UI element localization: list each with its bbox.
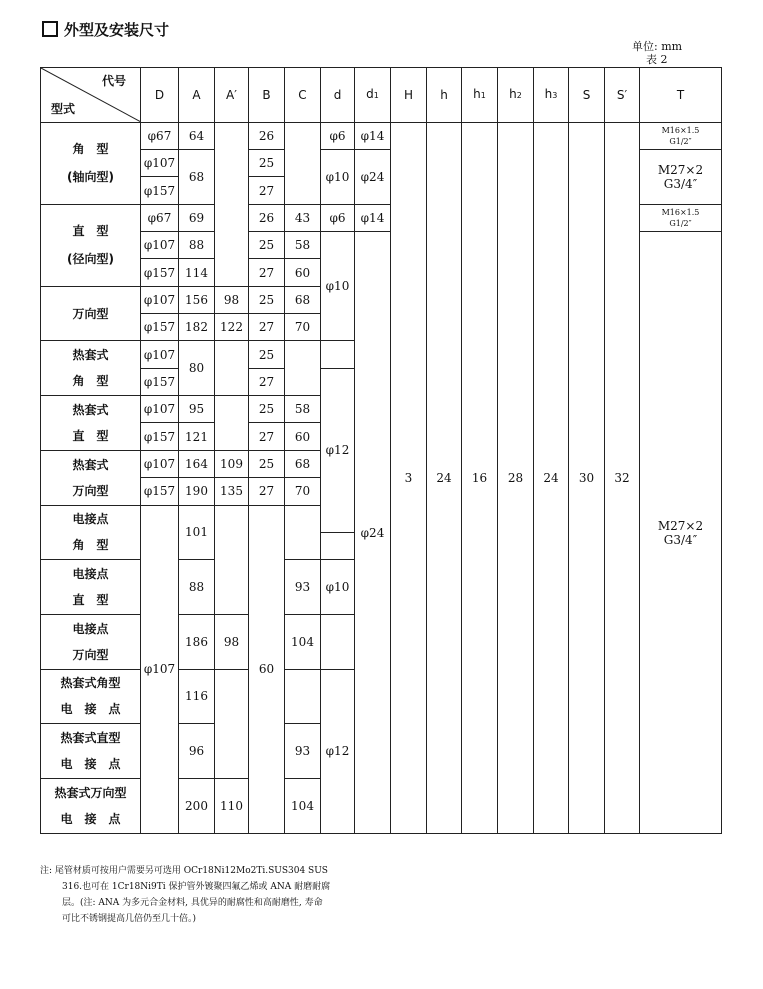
col-header-h3-main: h [544, 86, 553, 101]
type-line: 电 接 点 [60, 757, 121, 772]
col-header-h2-main: h [509, 86, 517, 101]
col-header-h2-sub: 2 [516, 90, 522, 100]
cell-C: 58 [285, 232, 321, 259]
type-cell: 万向型 [41, 286, 141, 341]
cell-A: 88 [179, 560, 215, 615]
cell-D: φ107 [141, 450, 179, 477]
type-cell [41, 341, 141, 396]
type-cell [41, 724, 141, 779]
footnote-line: 可比不锈钢提高几倍仍至几十倍。) [62, 914, 197, 924]
type-cell [41, 778, 141, 833]
cell-D: φ107 [141, 232, 179, 259]
type-line: 万向型 [72, 483, 109, 498]
type-cell [41, 122, 141, 204]
cell-A: 68 [179, 150, 215, 205]
col-header-H: H [391, 68, 427, 123]
cell-A: 101 [179, 505, 215, 560]
cell-A: 116 [179, 669, 215, 724]
cell-A-prime: 135 [215, 478, 249, 505]
cell-d: φ6 [321, 204, 355, 231]
col-header-S-prime: S′ [605, 68, 640, 123]
cell-A: 88 [179, 232, 215, 259]
cell-T [640, 150, 722, 205]
cell-A: 186 [179, 614, 215, 669]
cell-C-empty [285, 122, 321, 204]
footnote [40, 863, 370, 927]
type-line: (径向型) [67, 252, 114, 267]
type-cell [41, 614, 141, 669]
cell-A-prime: 98 [215, 286, 249, 313]
cell-A: 69 [179, 204, 215, 231]
cell-A: 156 [179, 286, 215, 313]
type-cell [41, 505, 141, 560]
cell-A: 96 [179, 724, 215, 779]
col-header-h3 [534, 68, 569, 123]
col-header-D: D [141, 68, 179, 123]
cell-A: 200 [179, 778, 215, 833]
cell-A-prime: 109 [215, 450, 249, 477]
cell-C: 104 [285, 778, 321, 833]
cell-C: 70 [285, 478, 321, 505]
cell-T [640, 232, 722, 834]
cell-B: 25 [249, 396, 285, 423]
col-header-h1 [462, 68, 498, 123]
cell-A-prime: 98 [215, 614, 249, 669]
cell-D: φ157 [141, 177, 179, 204]
cell-B: 27 [249, 478, 285, 505]
col-header-h2 [498, 68, 534, 123]
cell-C-empty [285, 669, 321, 724]
cell-A: 121 [179, 423, 215, 450]
type-line: 万向型 [72, 647, 109, 662]
cell-B: 26 [249, 204, 285, 231]
cell-S-prime: 32 [605, 122, 640, 833]
type-line: 电接点 [72, 512, 109, 527]
corner-type: 型式 [51, 101, 76, 116]
t-line: M16×1.5 [661, 125, 700, 135]
cell-A-prime-empty [215, 341, 249, 396]
section-heading [42, 18, 169, 40]
col-header-h: h [427, 68, 462, 123]
type-line: 热套式角型 [60, 676, 121, 691]
col-header-d1-sub: 1 [373, 90, 379, 100]
cell-H: 3 [391, 122, 427, 833]
type-line: 电接点 [72, 567, 109, 582]
col-header-S: S [569, 68, 605, 123]
col-header-A: A [179, 68, 215, 123]
type-line: 直 型 [72, 428, 109, 443]
unit-label [632, 40, 682, 66]
cell-C: 93 [285, 560, 321, 615]
cell-B: 27 [249, 259, 285, 286]
cell-C: 60 [285, 423, 321, 450]
cell-D: φ157 [141, 478, 179, 505]
type-cell [41, 669, 141, 724]
cell-A-prime-empty [215, 505, 249, 614]
cell-C: 93 [285, 724, 321, 779]
cell-C: 58 [285, 396, 321, 423]
type-cell [41, 204, 141, 286]
cell-h: 24 [427, 122, 462, 833]
col-header-C: C [285, 68, 321, 123]
cell-A: 182 [179, 314, 215, 341]
cell-D: φ157 [141, 314, 179, 341]
cell-A: 164 [179, 450, 215, 477]
cell-B: 27 [249, 423, 285, 450]
type-line: 电 接 点 [60, 702, 121, 717]
type-line: 角 型 [72, 142, 109, 157]
cell-d: φ10 [321, 150, 355, 205]
col-header-d1-main: d [366, 86, 374, 101]
cell-B: 26 [249, 122, 285, 149]
type-line: 热套式 [72, 457, 109, 472]
type-line: 电接点 [72, 621, 109, 636]
col-header-h1-sub: 1 [480, 90, 486, 100]
col-header-h1-main: h [473, 86, 481, 101]
cell-A: 190 [179, 478, 215, 505]
cell-C: 104 [285, 614, 321, 669]
cell-B: 27 [249, 314, 285, 341]
cell-A: 80 [179, 341, 215, 396]
col-header-h3-sub: 3 [552, 90, 558, 100]
t-line: M16×1.5 [661, 207, 700, 217]
footnote-line: 316.也可在 1Cr18Ni9Ti 保护管外镀聚四氟乙烯或 ANA 耐磨耐腐 [62, 882, 331, 892]
cell-d: φ12 [321, 368, 355, 532]
cell-C: 70 [285, 314, 321, 341]
type-line: 角 型 [72, 538, 109, 553]
cell-A: 114 [179, 259, 215, 286]
col-header-A-prime: A′ [215, 68, 249, 123]
cell-d: φ6 [321, 122, 355, 149]
type-line: (轴向型) [67, 170, 114, 185]
cell-A-prime: 110 [215, 778, 249, 833]
unit-text: 单位: mm [632, 40, 683, 53]
cell-D: φ157 [141, 368, 179, 395]
cell-A-prime-empty [215, 669, 249, 778]
cell-S: 30 [569, 122, 605, 833]
cell-C-empty [285, 341, 321, 396]
cell-C: 60 [285, 259, 321, 286]
col-header-B: B [249, 68, 285, 123]
type-cell [41, 396, 141, 451]
t-line: G3/4″ [663, 532, 698, 547]
header-row [41, 68, 722, 123]
cell-d1: φ14 [355, 122, 391, 149]
t-line: M27×2 [657, 162, 704, 177]
col-header-d: d [321, 68, 355, 123]
dimension-table [40, 67, 722, 834]
cell-C: 68 [285, 286, 321, 313]
footnote-line: 层。(注: ANA 为多元合金材料, 具优异的耐腐性和高耐磨性, 寿命 [62, 898, 323, 908]
cell-D: φ107 [141, 150, 179, 177]
cell-d1: φ24 [355, 150, 391, 205]
cell-B: 25 [249, 450, 285, 477]
type-line: 热套式 [72, 402, 109, 417]
cell-A: 95 [179, 396, 215, 423]
cell-D: φ107 [141, 286, 179, 313]
type-line: 直 型 [72, 224, 109, 239]
section-title: 外型及安装尺寸 [64, 20, 170, 39]
cell-h3: 24 [534, 122, 569, 833]
cell-B: 60 [249, 505, 285, 833]
type-line: 直 型 [72, 593, 109, 608]
col-header-d1 [355, 68, 391, 123]
cell-B: 27 [249, 177, 285, 204]
cell-A-prime-empty [215, 396, 249, 451]
t-line: G3/4″ [663, 176, 698, 191]
cell-B: 25 [249, 150, 285, 177]
cell-C: 43 [285, 204, 321, 231]
cell-B: 25 [249, 341, 285, 368]
type-line: 热套式万向型 [54, 785, 127, 800]
cell-B: 25 [249, 286, 285, 313]
type-line: 热套式 [72, 348, 109, 363]
cell-h2: 28 [498, 122, 534, 833]
type-cell [41, 450, 141, 505]
cell-C: 68 [285, 450, 321, 477]
corner-code: 代号 [101, 74, 126, 88]
col-header-T: T [640, 68, 722, 123]
cell-d: φ12 [321, 669, 355, 833]
cell-d1: φ24 [355, 232, 391, 834]
cell-A-prime: 122 [215, 314, 249, 341]
cell-d1: φ14 [355, 204, 391, 231]
checkbox-square-icon [42, 21, 58, 37]
cell-h1: 16 [462, 122, 498, 833]
t-line: M27×2 [657, 518, 704, 533]
cell-D: φ107 [141, 341, 179, 368]
cell-B: 27 [249, 368, 285, 395]
cell-d-empty [321, 614, 355, 669]
t-line: G1/2″ [669, 136, 692, 146]
cell-A: 64 [179, 122, 215, 149]
table-row [41, 122, 722, 149]
type-cell [41, 560, 141, 615]
footnote-line: 注: 尾管材质可按用户需要另可选用 OCr18Ni12Mo2Ti.SUS304 SUS [40, 866, 328, 876]
type-line: 热套式直型 [60, 731, 121, 746]
cell-T [640, 122, 722, 149]
cell-D: φ157 [141, 423, 179, 450]
cell-d: φ10 [321, 232, 355, 341]
cell-D: φ157 [141, 259, 179, 286]
type-line: 电 接 点 [60, 811, 121, 826]
corner-header [41, 68, 141, 123]
t-line: G1/2″ [669, 218, 692, 228]
cell-D: φ107 [141, 505, 179, 833]
cell-B: 25 [249, 232, 285, 259]
type-line: 角 型 [72, 374, 109, 389]
cell-d: φ10 [321, 560, 355, 615]
cell-A-prime-empty [215, 122, 249, 286]
cell-T [640, 204, 722, 231]
table-number: 表 2 [646, 53, 668, 66]
cell-D: φ107 [141, 396, 179, 423]
cell-C-empty [285, 505, 321, 560]
cell-D: φ67 [141, 204, 179, 231]
cell-D: φ67 [141, 122, 179, 149]
